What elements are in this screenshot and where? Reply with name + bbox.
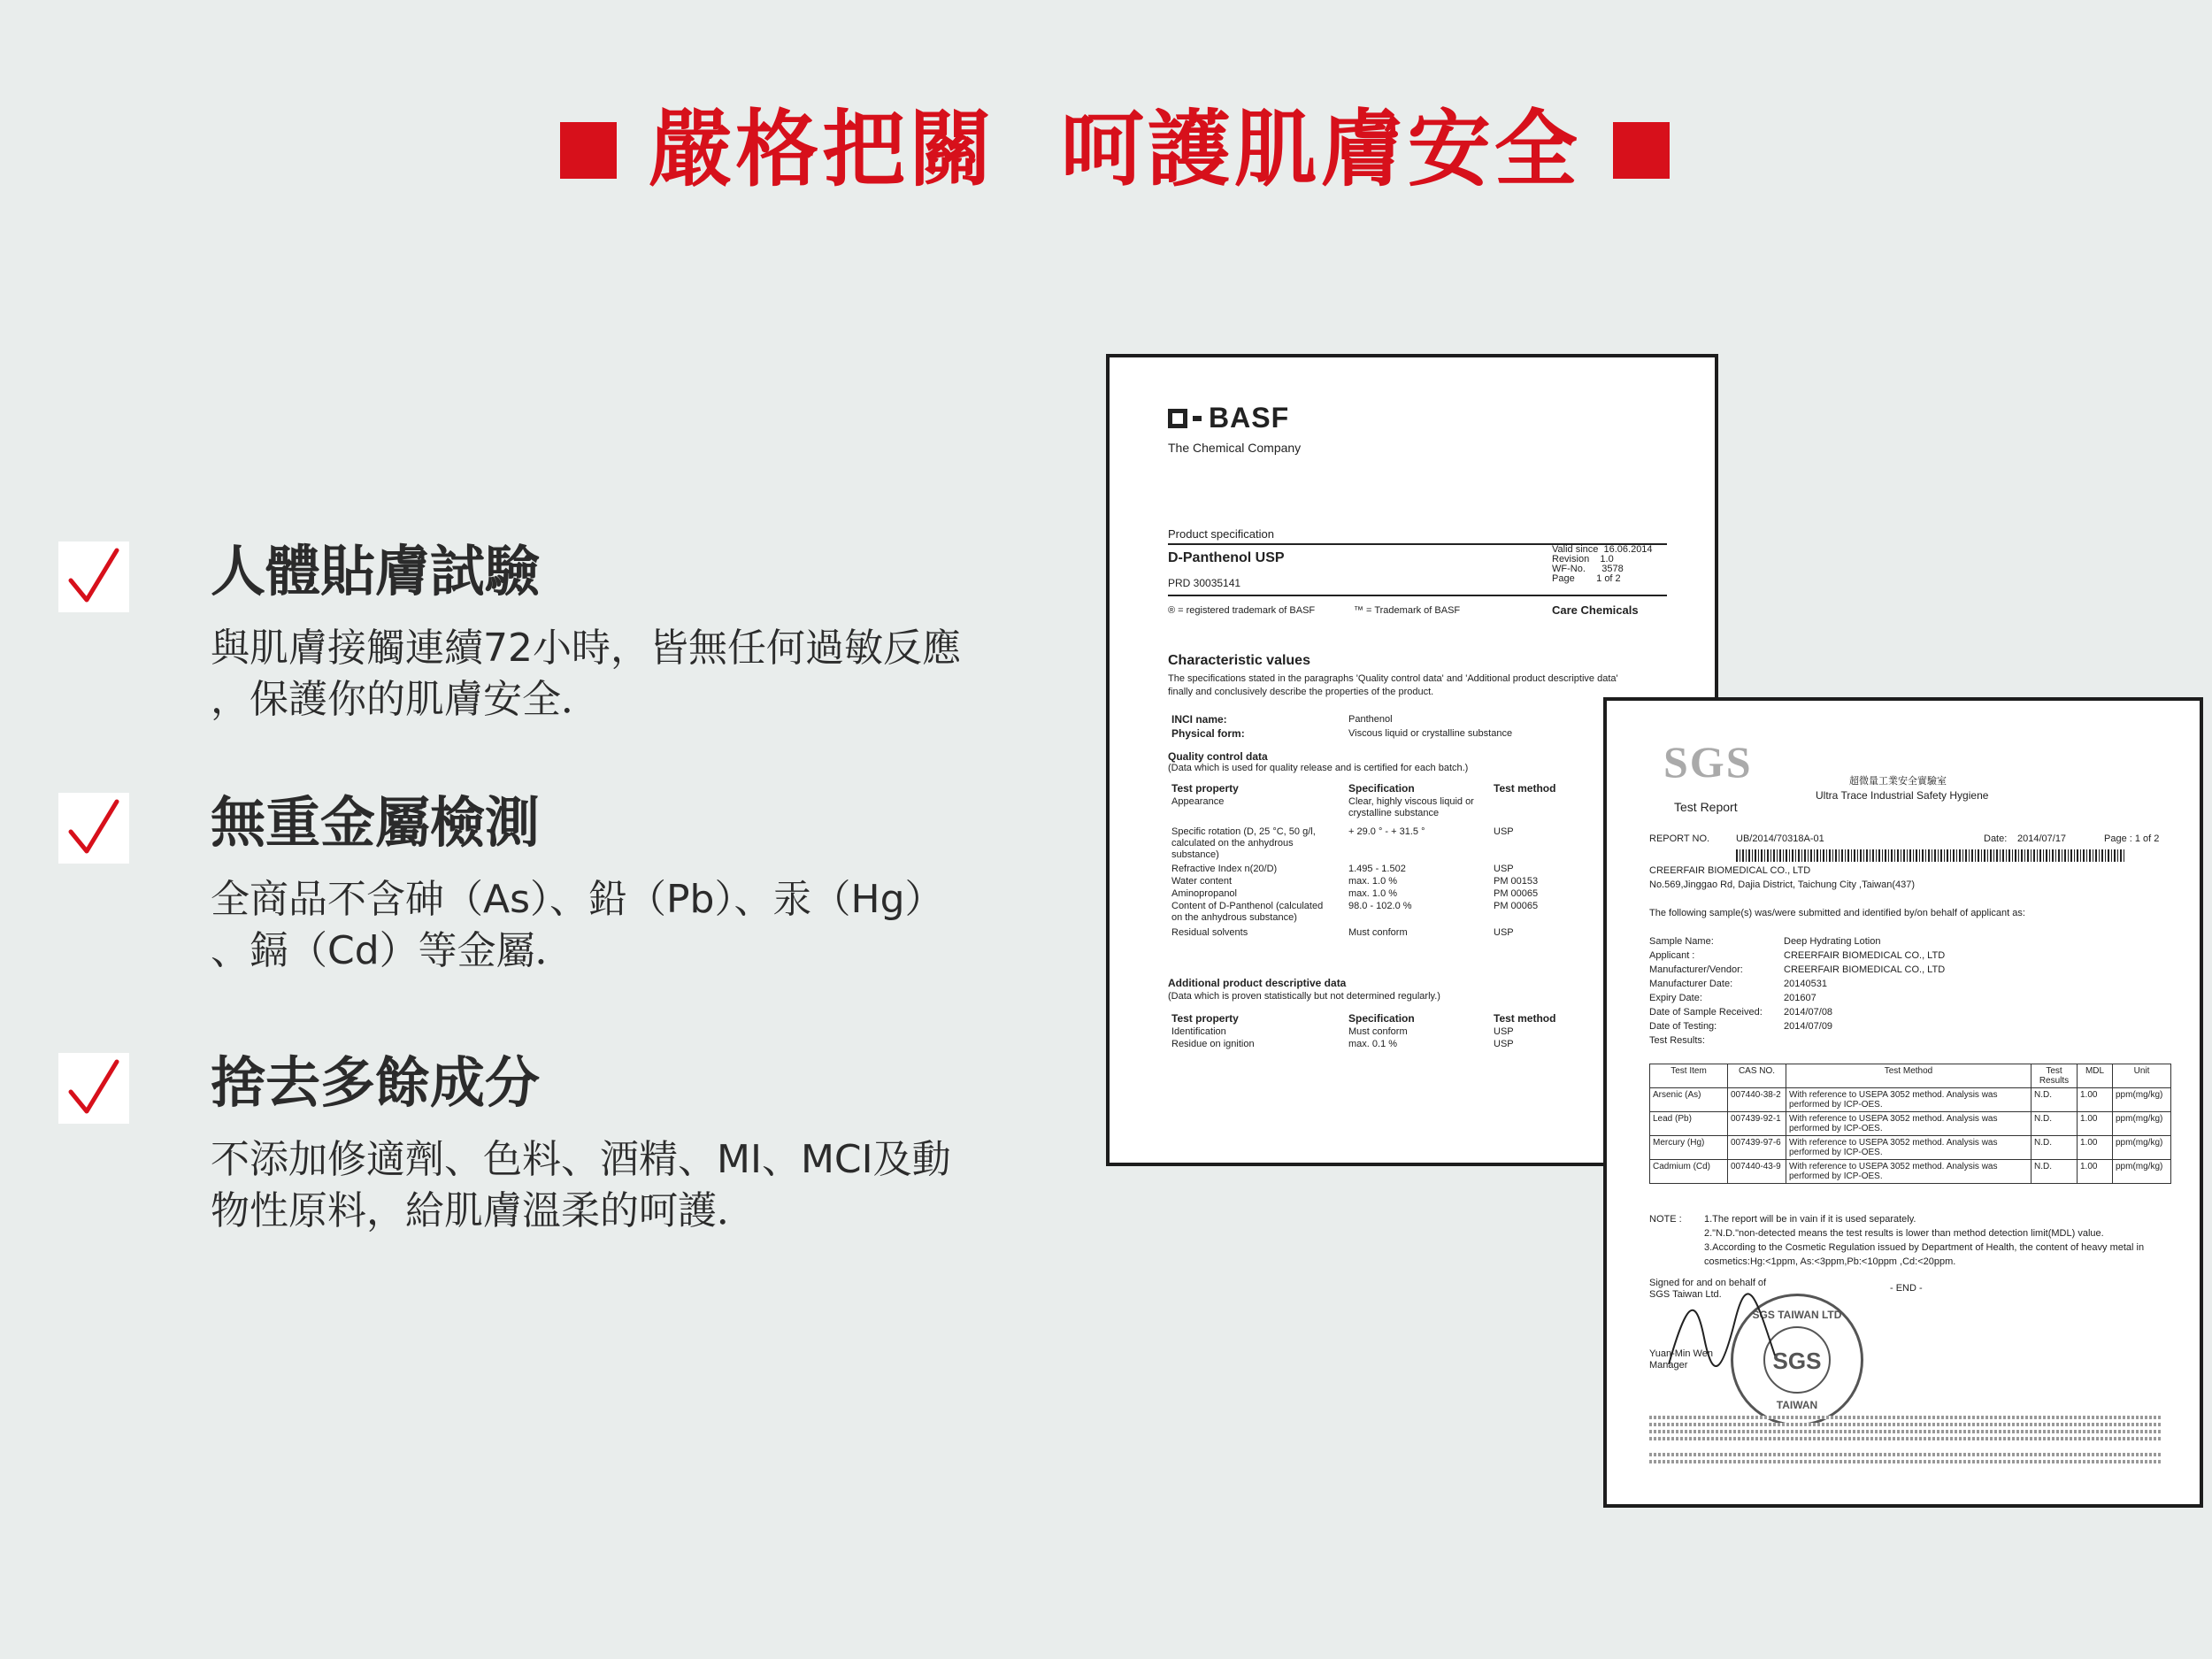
report-no-label: REPORT NO. xyxy=(1649,833,1710,844)
table-cell: N.D. xyxy=(2032,1088,2078,1112)
qc-row-method: PM 00065 xyxy=(1494,888,1539,899)
checkmark-icon xyxy=(58,541,129,612)
registered-trademark-note: ® = registered trademark of BASF xyxy=(1168,605,1316,616)
company-name: CREERFAIR BIOMEDICAL CO., LTD xyxy=(1649,865,1811,876)
feature-description: 與肌膚接觸連續72小時，皆無任何過敏反應 ，保護你的肌膚安全． xyxy=(211,626,961,722)
page-number: Page : 1 of 2 xyxy=(2104,833,2160,844)
field-label: Sample Name: xyxy=(1649,936,1714,947)
qc-row-spec: Clear, highly viscous liquid or crystalline substance xyxy=(1348,796,1474,818)
table-cell: 1.00 xyxy=(2078,1112,2113,1136)
add-row-spec: Must conform xyxy=(1348,1026,1408,1037)
qc-row-spec: 1.495 - 1.502 xyxy=(1348,864,1406,874)
header-banner xyxy=(0,88,2212,212)
fine-print xyxy=(1649,1423,2162,1426)
table-cell: 007439-97-6 xyxy=(1728,1136,1786,1160)
stamp-top-text: SGS TAIWAN LTD xyxy=(1752,1309,1842,1321)
field-label: Test Results: xyxy=(1649,1035,1705,1046)
note-line: 3.According to the Cosmetic Regulation issued by Department of Health, the content of heavy metal in xyxy=(1704,1242,2145,1253)
checkmark-icon xyxy=(58,1053,129,1124)
product-name: D-Panthenol USP xyxy=(1168,550,1285,565)
table-row xyxy=(1650,1112,2171,1136)
feature-description: 不添加修適劑、色料、酒精、MI、MCI及動 物性原料，給肌膚溫柔的呵護． xyxy=(211,1137,951,1233)
qc-row-spec: 98.0 - 102.0 % xyxy=(1348,901,1412,911)
note-line: 1.The report will be in vain if it is used separately. xyxy=(1704,1214,1916,1225)
field-label: Expiry Date: xyxy=(1649,993,1702,1003)
qc-row-spec: Must conform xyxy=(1348,927,1408,938)
qc-row-property: Content of D-Panthenol (calculated on the anhydrous substance) xyxy=(1171,901,1324,923)
table-row xyxy=(1650,1160,2171,1184)
table-cell: N.D. xyxy=(2032,1136,2078,1160)
table-cell: 1.00 xyxy=(2078,1160,2113,1184)
field-label: Applicant : xyxy=(1649,950,1695,961)
additional-note: (Data which is proven statistically but not determined regularly.) xyxy=(1168,991,1440,1002)
table-header: Unit xyxy=(2113,1064,2171,1088)
qc-row-spec: max. 1.0 % xyxy=(1348,876,1398,887)
add-row-spec: max. 0.1 % xyxy=(1348,1039,1398,1049)
table-header: Test Method xyxy=(1786,1064,2032,1088)
char-title: Characteristic values xyxy=(1168,653,1310,668)
table-row xyxy=(1650,1088,2171,1112)
test-report-label: Test Report xyxy=(1674,800,1738,814)
qc-row-method: USP xyxy=(1494,864,1514,874)
qc-row-property: Appearance xyxy=(1171,796,1225,807)
field-label: Manufacturer Date: xyxy=(1649,979,1733,989)
doc-section: Product specification xyxy=(1168,527,1274,541)
qc-title: Quality control data xyxy=(1168,750,1268,763)
basf-logo-dash xyxy=(1193,416,1202,421)
trademark-note: ™ = Trademark of BASF xyxy=(1354,605,1461,616)
lab-name-cn: 超微量工業安全實驗室 xyxy=(1849,776,1947,787)
fine-print xyxy=(1649,1460,2162,1463)
table-cell: N.D. xyxy=(2032,1160,2078,1184)
field-label: Date of Sample Received: xyxy=(1649,1007,1763,1018)
table-cell: With reference to USEPA 3052 method. Analysis was performed by ICP-OES. xyxy=(1786,1136,2032,1160)
qc-row-method: PM 00065 xyxy=(1494,901,1539,911)
note-line: cosmetics:Hg:<1ppm, As:<3ppm,Pb:<10ppm ,Cd:<20ppm. xyxy=(1704,1256,1956,1267)
report-no: UB/2014/70318A-01 xyxy=(1736,833,1824,844)
field-value: 2014/07/09 xyxy=(1784,1021,1833,1032)
field-value: 20140531 xyxy=(1784,979,1827,989)
table-header: CAS NO. xyxy=(1728,1064,1786,1088)
table-header: Test Results xyxy=(2032,1064,2078,1088)
qc-row-method: PM 00153 xyxy=(1494,876,1539,887)
red-square-icon xyxy=(560,122,617,179)
basf-logo-icon xyxy=(1168,409,1187,428)
field-value: CREERFAIR BIOMEDICAL CO., LTD xyxy=(1784,964,1946,975)
table-cell: Mercury (Hg) xyxy=(1650,1136,1728,1160)
col-method: Test method xyxy=(1494,782,1556,795)
add-row-property: Residue on ignition xyxy=(1171,1039,1255,1049)
table-cell: With reference to USEPA 3052 method. Analysis was performed by ICP-OES. xyxy=(1786,1160,2032,1184)
sgs-logo: SGS xyxy=(1663,737,1753,787)
signatory: Yuan-Min Wen Manager xyxy=(1649,1348,1713,1371)
table-cell: Cadmium (Cd) xyxy=(1650,1160,1728,1184)
basf-logo: BASF xyxy=(1209,402,1290,434)
lab-name-en: Ultra Trace Industrial Safety Hygiene xyxy=(1816,789,1989,802)
intro-text: The following sample(s) was/were submitted and identified by/on behalf of applicant as: xyxy=(1649,908,2025,918)
add-row-method: USP xyxy=(1494,1039,1514,1049)
table-cell: Arsenic (As) xyxy=(1650,1088,1728,1112)
note-line: 2."N.D."non-detected means the test results is lower than method detection limit(MDL) value. xyxy=(1704,1228,2104,1239)
add-row-property: Identification xyxy=(1171,1026,1226,1037)
qc-row-property: Aminopropanol xyxy=(1171,888,1237,899)
field-label: Date of Testing: xyxy=(1649,1021,1717,1032)
fine-print xyxy=(1649,1430,2162,1433)
char-text: The specifications stated in the paragraphs 'Quality control data' and 'Additional product descriptive data' finally and conclusively describe the properties of the product. xyxy=(1168,673,1618,697)
table-cell: 007439-92-1 xyxy=(1728,1112,1786,1136)
page-title: 嚴格把關 呵護肌膚安全 xyxy=(649,102,1581,198)
field-value: 2014/07/08 xyxy=(1784,1007,1833,1018)
stamp-middle-text: SGS xyxy=(1772,1348,1822,1374)
table-row xyxy=(1650,1136,2171,1160)
col-specification: Specification xyxy=(1348,782,1415,795)
qc-note: (Data which is used for quality release and is certified for each batch.) xyxy=(1168,763,1469,773)
physical-form-value: Viscous liquid or crystalline substance xyxy=(1348,728,1513,739)
stamp-bottom-text: TAIWAN xyxy=(1776,1399,1818,1411)
col-property: Test property xyxy=(1171,782,1239,795)
qc-row-property: Specific rotation (D, 25 °C, 50 g/l, calculated on the anhydrous substance) xyxy=(1171,826,1316,860)
table-cell: N.D. xyxy=(2032,1112,2078,1136)
fine-print xyxy=(1649,1437,2162,1440)
table-cell: With reference to USEPA 3052 method. Analysis was performed by ICP-OES. xyxy=(1786,1112,2032,1136)
feature-title: 人體貼膚試驗 xyxy=(211,539,541,603)
qc-row-property: Water content xyxy=(1171,876,1233,887)
table-cell: ppm(mg/kg) xyxy=(2113,1088,2171,1112)
table-header: MDL xyxy=(2078,1064,2113,1088)
fine-print xyxy=(1649,1416,2162,1419)
qc-row-property: Residual solvents xyxy=(1171,927,1248,938)
qc-row-method: USP xyxy=(1494,927,1514,938)
qc-row-spec: max. 1.0 % xyxy=(1348,888,1398,899)
col-specification: Specification xyxy=(1348,1012,1415,1025)
table-cell: 1.00 xyxy=(2078,1088,2113,1112)
col-method: Test method xyxy=(1494,1012,1556,1025)
checkmark-icon xyxy=(58,793,129,864)
inci-value: Panthenol xyxy=(1348,714,1393,725)
field-value: Deep Hydrating Lotion xyxy=(1784,936,1881,947)
date-label: Date: xyxy=(1984,833,2008,844)
table-cell: 007440-43-9 xyxy=(1728,1160,1786,1184)
feature-description: 全商品不含砷（As）、鉛（Pb）、汞（Hg） 、鎘（Cd）等金屬． xyxy=(211,877,944,973)
sgs-test-report-document xyxy=(1603,697,2203,1508)
company-address: No.569,Jinggao Rd, Dajia District, Taichung City ,Taiwan(437) xyxy=(1649,879,1915,890)
add-row-method: USP xyxy=(1494,1026,1514,1037)
table-header: Test Item xyxy=(1650,1064,1728,1088)
table-cell: Lead (Pb) xyxy=(1650,1112,1728,1136)
feature-title: 無重金屬檢測 xyxy=(211,790,541,855)
field-value: 201607 xyxy=(1784,993,1816,1003)
report-date: 2014/07/17 xyxy=(2017,833,2067,844)
test-results-table xyxy=(1649,1064,2171,1184)
field-label: Manufacturer/Vendor: xyxy=(1649,964,1743,975)
table-cell: ppm(mg/kg) xyxy=(2113,1112,2171,1136)
table-cell: 1.00 xyxy=(2078,1136,2113,1160)
division: Care Chemicals xyxy=(1552,603,1639,617)
col-property: Test property xyxy=(1171,1012,1239,1025)
note-label: NOTE : xyxy=(1649,1214,1682,1225)
feature-title: 捨去多餘成分 xyxy=(211,1050,541,1115)
qc-row-spec: + 29.0 ° - + 31.5 ° xyxy=(1348,826,1425,837)
table-cell: ppm(mg/kg) xyxy=(2113,1136,2171,1160)
signed-on-behalf: Signed for and on behalf of SGS Taiwan Ltd. xyxy=(1649,1278,1767,1300)
table-cell: ppm(mg/kg) xyxy=(2113,1160,2171,1184)
inci-label: INCI name: xyxy=(1171,713,1227,726)
valid-block: Valid since 16.06.2014 Revision 1.0 WF-No. 3578 Page 1 of 2 xyxy=(1552,544,1653,584)
end-mark: - END - xyxy=(1890,1283,1923,1294)
barcode-icon xyxy=(1736,849,2125,862)
basf-tagline: The Chemical Company xyxy=(1168,441,1302,455)
table-cell: With reference to USEPA 3052 method. Analysis was performed by ICP-OES. xyxy=(1786,1088,2032,1112)
prd-number: PRD 30035141 xyxy=(1168,577,1241,589)
fine-print xyxy=(1649,1453,2162,1456)
field-value: CREERFAIR BIOMEDICAL CO., LTD xyxy=(1784,950,1946,961)
qc-row-method: USP xyxy=(1494,826,1514,837)
red-square-icon xyxy=(1613,122,1670,179)
qc-row-property: Refractive Index n(20/D) xyxy=(1171,864,1278,874)
physical-form-label: Physical form: xyxy=(1171,727,1245,740)
additional-title: Additional product descriptive data xyxy=(1168,977,1347,989)
table-cell: 007440-38-2 xyxy=(1728,1088,1786,1112)
